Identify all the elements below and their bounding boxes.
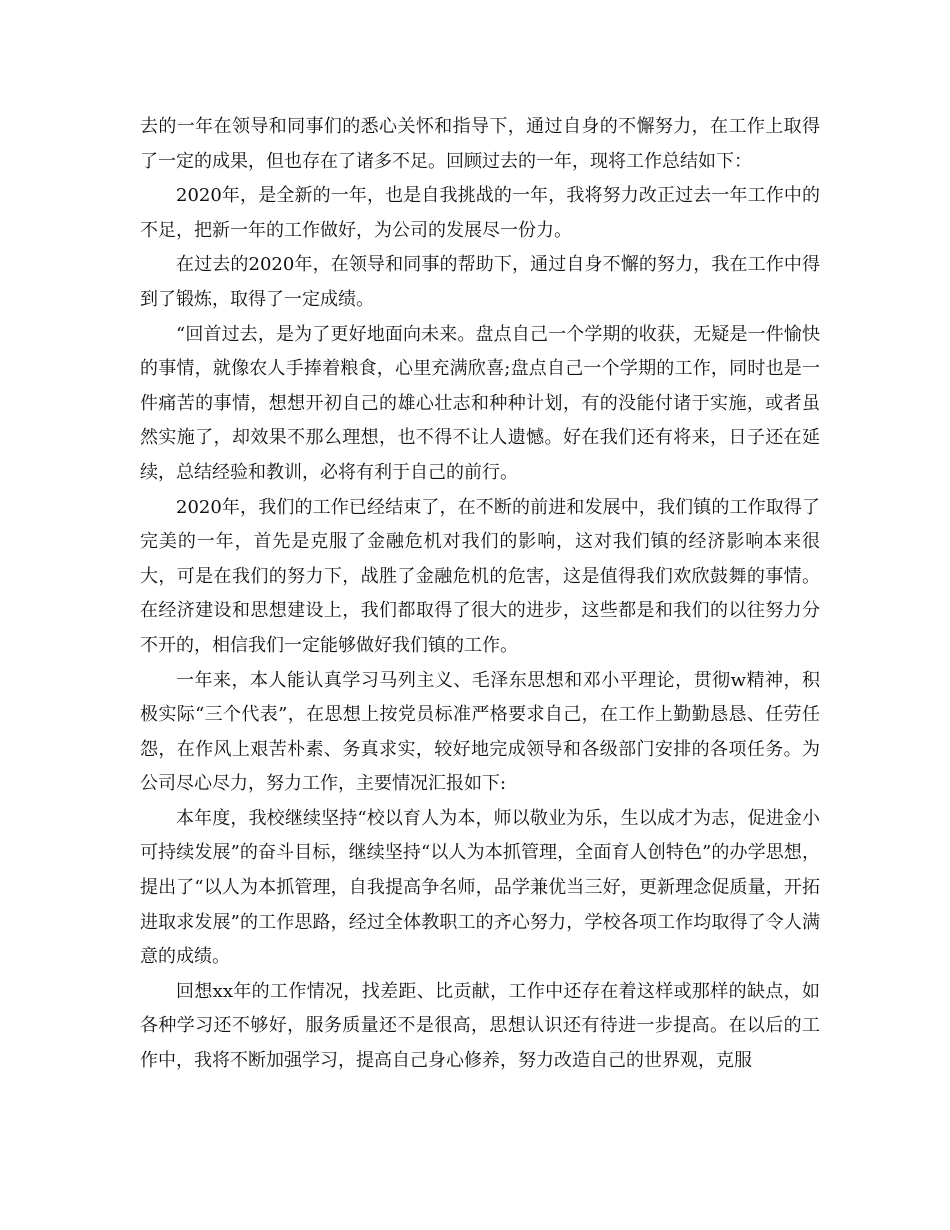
paragraph-4: “回首过去，是为了更好地面向未来。盘点自己一个学期的收获，无疑是一件愉快的事情，就像农人手捧着粮食，心里充满欣喜;盘点自己一个学期的工作，同时也是一件痛苦的事情，想想开初自己的雄心壮志和种种计划，有的没能付诸于实施，或者虽然实施了，却效果不那么理想，也不得不让人遗憾。好在我们还有将来，日子还在延续，总结经验和教训，必将有利于自己的前行。	[140, 323, 820, 483]
document-body	[140, 110, 820, 1079]
paragraph-6: 一年来，本人能认真学习马列主义、毛泽东思想和邓小平理论，贯彻w精神，积极实际“三个代表”，在思想上按党员标准严格要求自己，在工作上勤勤恳恳、任劳任怨，在作风上艰苦朴素、务真求实，较好地完成领导和各级部门安排的各项任务。为公司尽心尽力，努力工作，主要情况汇报如下:	[140, 669, 820, 795]
paragraph-5: 2020年，我们的工作已经结束了，在不断的前进和发展中，我们镇的工作取得了完美的一年，首先是克服了金融危机对我们的影响，这对我们镇的经济影响本来很大，可是在我们的努力下，战胜了金融危机的危害，这是值得我们欢欣鼓舞的事情。在经济建设和思想建设上，我们都取得了很大的进步，这些都是和我们的以往努力分不开的，相信我们一定能够做好我们镇的工作。	[140, 496, 820, 656]
paragraph-8: 回想xx年的工作情况，找差距、比贡献，工作中还存在着这样或那样的缺点，如各种学习还不够好，服务质量还不是很高，思想认识还有待进一步提高。在以后的工作中，我将不断加强学习，提高自己身心修养，努力改造自己的世界观，克服	[140, 980, 820, 1072]
paragraph-1: 去的一年在领导和同事们的悉心关怀和指导下，通过自身的不懈努力，在工作上取得了一定的成果，但也存在了诸多不足。回顾过去的一年，现将工作总结如下：	[140, 116, 820, 172]
paragraph-3: 在过去的2020年，在领导和同事的帮助下，通过自身不懈的努力，我在工作中得到了锻炼，取得了一定成绩。	[140, 254, 820, 310]
paragraph-2: 2020年，是全新的一年，也是自我挑战的一年，我将努力改正过去一年工作中的不足，把新一年的工作做好，为公司的发展尽一份力。	[140, 185, 820, 241]
paragraph-7: 本年度，我校继续坚持“校以育人为本，师以敬业为乐，生以成才为志，促进金小可持续发展”的奋斗目标，继续坚持“以人为本抓管理，全面育人创特色”的办学思想，提出了“以人为本抓管理，自我提高争名师，品学兼优当三好，更新理念促质量，开拓进取求发展”的工作思路，经过全体教职工的齐心努力，学校各项工作均取得了令人满意的成绩。	[140, 807, 820, 968]
